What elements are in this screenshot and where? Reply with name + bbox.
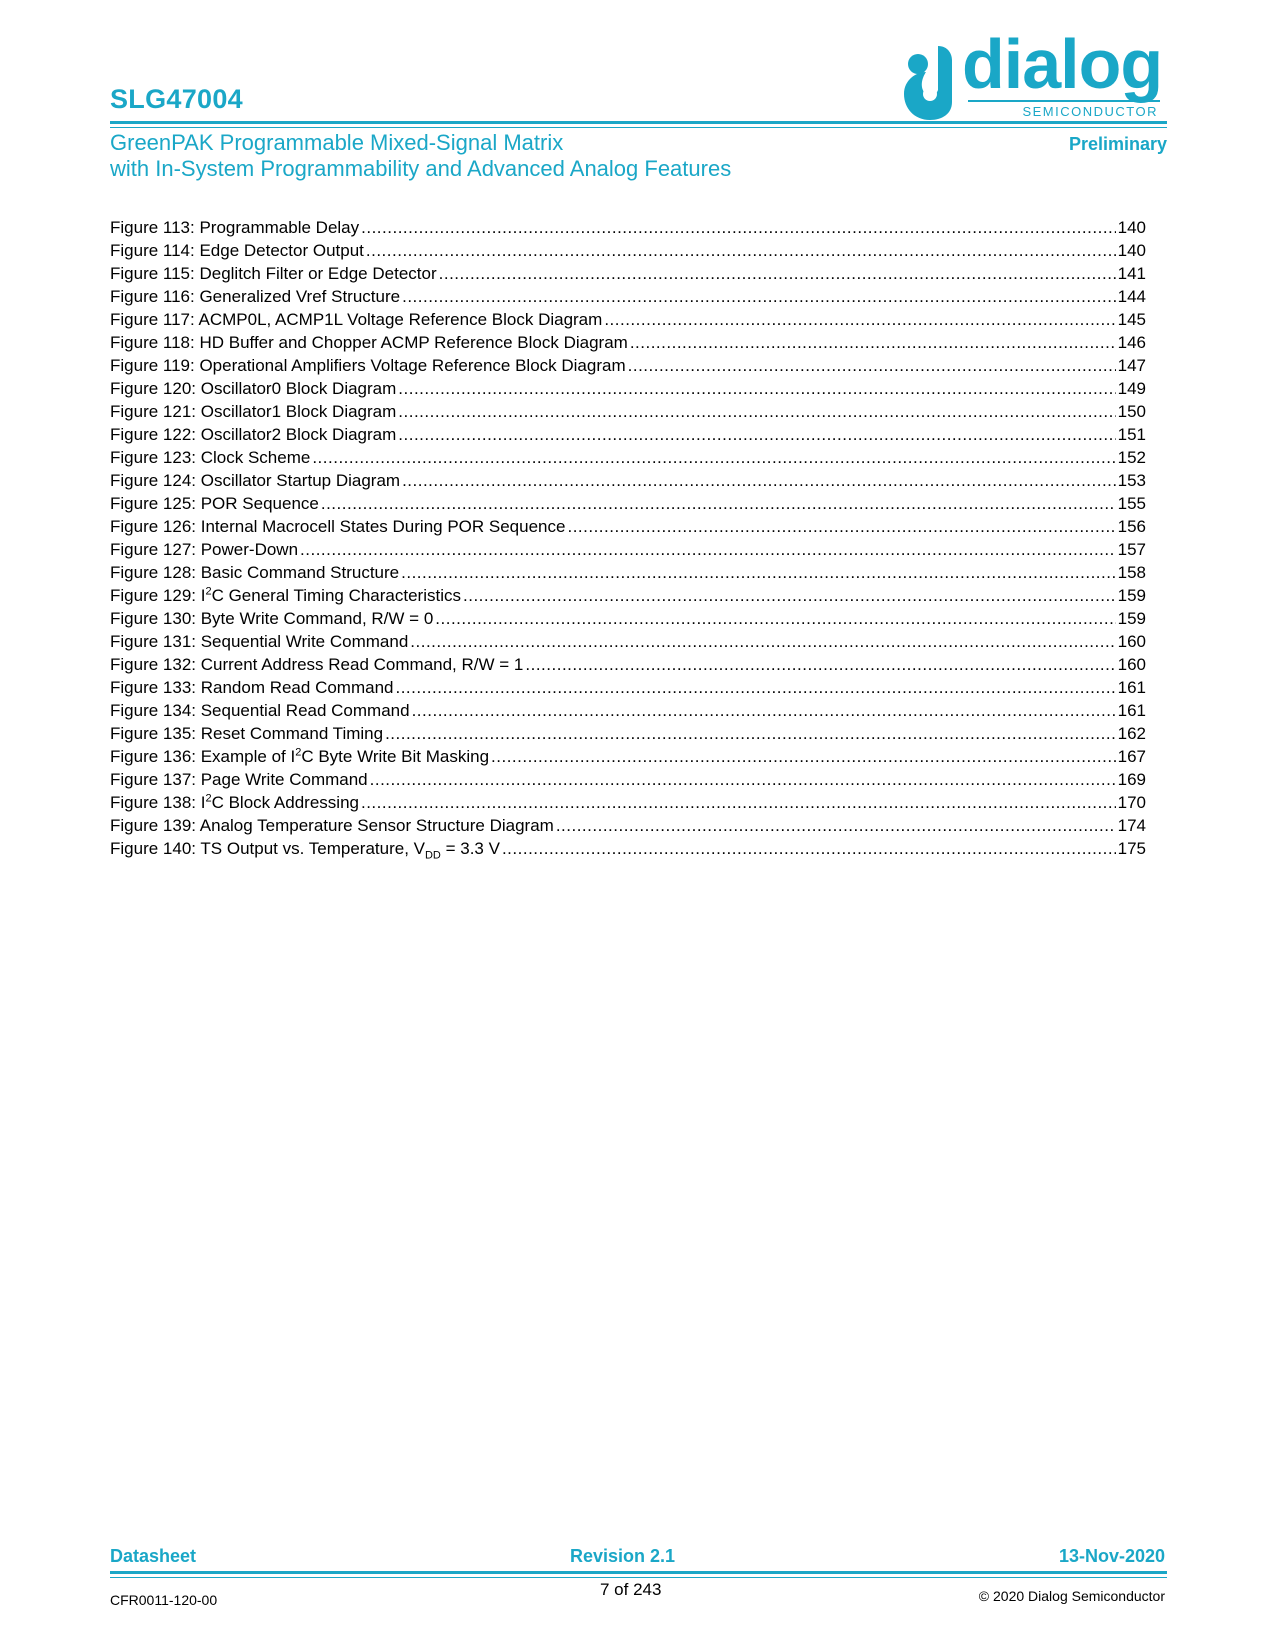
toc-page-number[interactable]: 144 [1117, 287, 1146, 306]
toc-page-number[interactable]: 174 [1117, 816, 1146, 835]
toc-dot-leader [556, 814, 1116, 837]
toc-entry-label[interactable] [110, 262, 437, 285]
status-label: Preliminary [1068, 134, 1167, 154]
toc-dot-leader [402, 469, 1116, 492]
toc-entry[interactable] [110, 308, 1146, 331]
toc-entry-label[interactable] [110, 584, 461, 607]
toc-dot-leader [491, 745, 1116, 768]
toc-page-number[interactable]: 156 [1117, 517, 1146, 536]
logo-tagline: SEMICONDUCTOR [1022, 104, 1158, 119]
toc-dot-leader [567, 515, 1115, 538]
toc-page-number[interactable]: 153 [1117, 471, 1146, 490]
toc-dot-leader [312, 446, 1115, 469]
toc-label-text: Figure 134: Sequential Read Command [110, 701, 410, 720]
toc-entry-label[interactable] [110, 423, 396, 446]
toc-dot-leader [628, 354, 1116, 377]
toc-label-subscript: DD [424, 849, 441, 862]
toc-label-text: Figure 117: ACMP0L, ACMP1L Voltage Reference Block Diagram [110, 310, 603, 329]
footer-doc-type: Datasheet [110, 1546, 197, 1566]
toc-entry-label[interactable] [110, 308, 602, 331]
toc-entry-label[interactable] [110, 630, 408, 653]
subtitle-line-1: GreenPAK Programmable Mixed-Signal Matrix [110, 130, 564, 155]
toc-page-number[interactable]: 158 [1117, 563, 1146, 582]
toc-dot-leader [398, 400, 1115, 423]
toc-dot-leader [361, 791, 1116, 814]
toc-label-text: Figure 118: HD Buffer and Chopper ACMP Reference Block Diagram [110, 333, 628, 352]
toc-dot-leader [439, 262, 1116, 285]
toc-entry[interactable] [110, 699, 1146, 722]
toc-entry[interactable] [110, 285, 1146, 308]
toc-page-number[interactable]: 175 [1117, 839, 1146, 858]
toc-entry-label[interactable] [110, 469, 400, 492]
toc-entry-label[interactable] [110, 837, 500, 860]
toc-page-number[interactable]: 169 [1117, 770, 1146, 789]
toc-entry-label[interactable] [110, 745, 489, 768]
toc-page-number[interactable]: 170 [1117, 793, 1146, 812]
toc-entry-label[interactable] [110, 239, 364, 262]
toc-dot-leader [395, 676, 1115, 699]
toc-label-superscript: 2 [295, 746, 302, 759]
footer-form-code: CFR0011-120-00 [110, 1592, 218, 1608]
toc-page-number[interactable]: 145 [1117, 310, 1146, 329]
toc-entry[interactable] [110, 377, 1146, 400]
toc-page-number[interactable]: 159 [1117, 586, 1146, 605]
toc-label-text: Figure 114: Edge Detector Output [110, 241, 364, 260]
toc-entry-label[interactable] [110, 492, 319, 515]
footer-copyright: © 2020 Dialog Semiconductor [978, 1588, 1165, 1604]
toc-entry[interactable] [110, 791, 1146, 814]
toc-dot-leader [401, 561, 1116, 584]
toc-entry[interactable] [110, 584, 1146, 607]
toc-dot-leader [402, 285, 1116, 308]
toc-page-number[interactable]: 161 [1117, 701, 1146, 720]
toc-dot-leader [385, 722, 1116, 745]
toc-label-text: Figure 123: Clock Scheme [110, 448, 311, 467]
toc-entry-label[interactable] [110, 285, 400, 308]
toc-entry[interactable] [110, 262, 1146, 285]
toc-page-number[interactable]: 147 [1117, 356, 1146, 375]
toc-label-text: Figure 140: TS Output vs. Temperature, V [110, 839, 425, 858]
toc-dot-leader [300, 538, 1116, 561]
toc-label-text: Figure 115: Deglitch Filter or Edge Detector [110, 264, 437, 283]
toc-dot-leader [321, 492, 1116, 515]
subtitle-line-2: with In-System Programmability and Advanced Analog Features [110, 156, 732, 181]
toc-dot-leader [410, 630, 1115, 653]
toc-entry-label[interactable] [110, 676, 393, 699]
toc-label-superscript: 2 [205, 792, 212, 805]
toc-label-superscript: 2 [205, 585, 212, 598]
toc-page-number[interactable]: 162 [1117, 724, 1146, 743]
toc-entry[interactable] [110, 814, 1146, 837]
toc-entry[interactable] [110, 446, 1146, 469]
toc-label-text: Figure 120: Oscillator0 Block Diagram [110, 379, 397, 398]
toc-entry-label[interactable] [110, 515, 565, 538]
toc-entry-label[interactable] [110, 216, 359, 239]
toc-entry[interactable] [110, 216, 1146, 239]
toc-label-text: Figure 113: Programmable Delay [110, 218, 360, 237]
toc-page-number[interactable]: 159 [1117, 609, 1146, 628]
toc-label-text: Figure 116: Generalized Vref Structure [110, 287, 401, 306]
toc-entry-label[interactable] [110, 538, 298, 561]
toc-entry-label[interactable] [110, 722, 383, 745]
toc-entry[interactable] [110, 837, 1146, 860]
toc-entry[interactable] [110, 331, 1146, 354]
toc-label-text: Figure 138: I [110, 793, 206, 812]
footer-rule-thick [110, 1571, 1167, 1574]
toc-label-text: Figure 127: Power-Down [110, 540, 299, 559]
toc-entry[interactable] [110, 423, 1146, 446]
toc-label-text-tail: = 3.3 V [440, 839, 500, 858]
toc-dot-leader [366, 239, 1116, 262]
toc-entry[interactable] [110, 492, 1146, 515]
toc-dot-leader [502, 837, 1116, 860]
toc-entry-label[interactable] [110, 561, 399, 584]
toc-entry[interactable] [110, 239, 1146, 262]
toc-entry-label[interactable] [110, 377, 396, 400]
toc-label-text: Figure 121: Oscillator1 Block Diagram [110, 402, 397, 421]
toc-label-text: Figure 137: Page Write Command [110, 770, 368, 789]
logo-tagline-box [968, 100, 1160, 122]
toc-entry[interactable] [110, 538, 1146, 561]
toc-entry[interactable] [110, 469, 1146, 492]
toc-dot-leader [412, 699, 1116, 722]
toc-label-text-tail: C Block Addressing [211, 793, 359, 812]
part-number: SLG47004 [110, 84, 243, 114]
toc-entry[interactable] [110, 745, 1146, 768]
toc-dot-leader [525, 653, 1115, 676]
toc-dot-leader [398, 423, 1115, 446]
toc-entry-label[interactable] [110, 607, 433, 630]
toc-entry-label[interactable] [110, 699, 410, 722]
header-rule-thick [110, 121, 1167, 124]
toc-page-number[interactable]: 161 [1117, 678, 1146, 697]
header-rule-thin [110, 127, 1167, 128]
toc-page-number[interactable]: 140 [1117, 218, 1146, 237]
toc-entry-label[interactable] [110, 653, 523, 676]
toc-label-text-tail: C General Timing Characteristics [211, 586, 461, 605]
toc-entry-label[interactable] [110, 768, 368, 791]
toc-entry-label[interactable] [110, 814, 554, 837]
toc-dot-leader [398, 377, 1115, 400]
toc-entry[interactable] [110, 768, 1146, 791]
toc-page-number[interactable]: 146 [1117, 333, 1146, 352]
toc-dot-leader [604, 308, 1115, 331]
dialog-logo [900, 25, 1165, 122]
toc-label-text: Figure 129: I [110, 586, 206, 605]
toc-label-text: Figure 132: Current Address Read Command, R/W = 1 [110, 655, 524, 674]
toc-dot-leader [435, 607, 1115, 630]
toc-label-text: Figure 136: Example of I [110, 747, 296, 766]
toc-entry-label[interactable] [110, 354, 626, 377]
toc-label-text: Figure 119: Operational Amplifiers Voltage Reference Block Diagram [110, 356, 626, 375]
toc-entry[interactable] [110, 653, 1146, 676]
toc-page-number[interactable]: 151 [1117, 425, 1146, 444]
toc-entry[interactable] [110, 354, 1146, 377]
footer-page-number: 7 of 243 [600, 1580, 662, 1599]
toc-label-text: Figure 135: Reset Command Timing [110, 724, 384, 743]
toc-label-text: Figure 124: Oscillator Startup Diagram [110, 471, 401, 490]
toc-page-number[interactable]: 149 [1117, 379, 1146, 398]
toc-label-text-tail: C Byte Write Bit Masking [301, 747, 490, 766]
toc-page-number[interactable]: 141 [1117, 264, 1146, 283]
toc-dot-leader [463, 584, 1116, 607]
toc-entry[interactable] [110, 561, 1146, 584]
toc-entry-label[interactable] [110, 446, 310, 469]
toc-entry[interactable] [110, 676, 1146, 699]
document-subtitle [110, 130, 731, 182]
footer-rule-thin [110, 1577, 1167, 1578]
toc-entry-label[interactable] [110, 791, 359, 814]
toc-entry[interactable] [110, 400, 1146, 423]
toc-page-number[interactable]: 152 [1117, 448, 1146, 467]
toc-label-text: Figure 133: Random Read Command [110, 678, 394, 697]
toc-label-text: Figure 130: Byte Write Command, R/W = 0 [110, 609, 434, 628]
toc-page-number[interactable]: 160 [1117, 632, 1146, 651]
toc-entry-label[interactable] [110, 331, 628, 354]
toc-label-text: Figure 128: Basic Command Structure [110, 563, 400, 582]
toc-page-number[interactable]: 157 [1117, 540, 1146, 559]
dialog-mark-icon [900, 42, 960, 122]
toc-page-number[interactable]: 167 [1117, 747, 1146, 766]
footer-revision: Revision 2.1 [570, 1546, 676, 1566]
toc-label-text: Figure 126: Internal Macrocell States During POR Sequence [110, 517, 566, 536]
toc-entry-label[interactable] [110, 400, 396, 423]
toc-dot-leader [630, 331, 1116, 354]
toc-dot-leader [370, 768, 1116, 791]
list-of-figures [110, 216, 1146, 860]
logo-wordmark: dialog [962, 25, 1163, 103]
toc-page-number[interactable]: 150 [1117, 402, 1146, 421]
toc-entry[interactable] [110, 607, 1146, 630]
toc-label-text: Figure 125: POR Sequence [110, 494, 319, 513]
toc-entry[interactable] [110, 722, 1146, 745]
toc-label-text: Figure 139: Analog Temperature Sensor Structure Diagram [110, 816, 554, 835]
toc-page-number[interactable]: 155 [1117, 494, 1146, 513]
toc-dot-leader [361, 216, 1115, 239]
toc-label-text: Figure 131: Sequential Write Command [110, 632, 409, 651]
toc-page-number[interactable]: 160 [1117, 655, 1146, 674]
toc-entry[interactable] [110, 515, 1146, 538]
toc-label-text: Figure 122: Oscillator2 Block Diagram [110, 425, 397, 444]
footer-date: 13-Nov-2020 [1058, 1546, 1165, 1566]
toc-entry[interactable] [110, 630, 1146, 653]
toc-page-number[interactable]: 140 [1117, 241, 1146, 260]
